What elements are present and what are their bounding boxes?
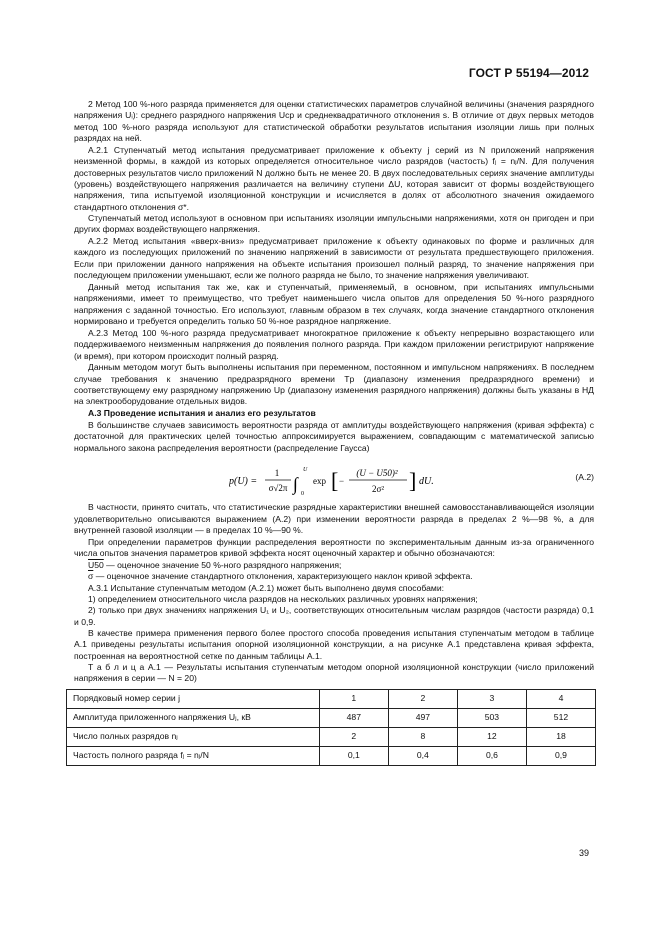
- legend-u50: [74, 560, 594, 571]
- section-heading-a3: А.3 Проведение испытания и анализ его результатов: [88, 408, 316, 419]
- formula-coef-num: 1: [274, 468, 280, 479]
- table-cell: 2: [319, 727, 388, 746]
- table-cell: 0,9: [526, 746, 595, 765]
- formula-lower-limit: 0: [301, 491, 304, 498]
- formula-frac-num: (U − U50)²: [356, 468, 398, 479]
- paragraph-method-100: 2 Метод 100 %-ного разряда применяется для оценки статистических параметров случайной величины (значения разрядного напряжения Uᵢ): среднего разрядного напряжения Uср и среднеквадратичного отклонения s. В отличие от двух первых методов метод 100 %-ного разряда используют для статистической обработки результатов испытания изоляции лишь при полных разрядах на ней.: [74, 99, 594, 144]
- gauss-formula: [229, 462, 489, 502]
- document-header: ГОСТ Р 55194—2012: [468, 66, 589, 80]
- bracket-right-icon: ]: [409, 468, 417, 494]
- formula-minus: −: [339, 476, 345, 487]
- paragraph-method-voltages: Данным методом могут быть выполнены испытания при переменном, постоянном и импульсном напряжениях. В последнем случае требования к значению предразрядного времени Tр (диапазону изменения предразрядного времени) и соответствующему ему разрядному напряжению Uр (диапазону изменения разрядного напряжения) должны быть указаны в НД на электрооборудование отдельных видов.: [74, 362, 594, 407]
- formula-a2: [74, 456, 594, 498]
- formula-number: (А.2): [575, 472, 594, 483]
- paragraph-stepwise-usage: Ступенчатый метод используют в основном при испытаниях изоляции импульсными напряжениями, хотя он пригоден и при других формах воздействующего напряжения.: [74, 212, 594, 235]
- integral-sign-icon: ∫: [293, 474, 298, 495]
- paragraph-updown-advantage: Данный метод испытания так же, как и ступенчатый, применяемый, в основном, при испытаниях импульсными напряжениями, имеет то преимущество, что требует наименьшего числа опытов для определения 50 %-ного разрядного напряжения с заданной точностью. Его используют, главным образом в тех случаях, когда значение стандартного отклонения нормировано и требуется определить только 50 %-ное разрядное напряжение.: [74, 282, 594, 327]
- table-cell: 4: [526, 689, 595, 708]
- results-table: [66, 689, 596, 766]
- table-cell: 3: [457, 689, 526, 708]
- table-row: [67, 746, 596, 765]
- document-body: [74, 99, 594, 766]
- table-row-label: Частость полного разряда fⱼ = nⱼ/N: [67, 746, 320, 765]
- legend-sigma: [74, 571, 594, 582]
- table-cell: 0,6: [457, 746, 526, 765]
- paragraph-parameters: При определении параметров функции распределения вероятности по экспериментальным данным из-за ограниченного числа опытов значения параметров кривой эффекта носят оценочный характер и обычно обозначаются:: [74, 536, 594, 559]
- table-caption-text: А.1 — Результаты испытания ступенчатым методом опорной изоляционной конструкции (число приложений напряжения в серии — N = 20): [74, 661, 594, 684]
- paragraph-example: В качестве примера применения первого более простого способа проведения испытания ступенчатым методом в таблице А.1 приведены результаты испытания опорной изоляционной конструкции, а на рисунке А.1 представлена кривая эффекта, построенная на вероятностной сетке по данным таблицы А.1.: [74, 627, 594, 661]
- table-row-label: Амплитуда приложенного напряжения Uⱼ, кВ: [67, 708, 320, 727]
- table-cell: 1: [319, 689, 388, 708]
- table-cell: 8: [388, 727, 457, 746]
- legend-sigma-symbol: $\overline{\sigma}$: [88, 571, 94, 582]
- table-caption-prefix: Т а б л и ц а: [88, 661, 145, 672]
- table-cell: 0,1: [319, 746, 388, 765]
- paragraph-method-option-1: 1) определением относительного числа разрядов на нескольких различных уровнях напряжения;: [88, 593, 478, 604]
- paragraph-a3-intro: В большинстве случаев зависимость вероятности разряда от амплитуды воздействующего напряжения (кривая эффекта) с достаточной для практических целей точностью аппроксимируется выражением, совпадающим с математической записью нормального закона распределения вероятности (распределение Гаусса): [74, 420, 594, 453]
- table-cell: 12: [457, 727, 526, 746]
- paragraph-a21: А.2.1 Ступенчатый метод испытания предусматривает приложение к объекту j серий из N приложений напряжения неизменной формы, в каждой из которых определяется относительное число разрядов (частость) fⱼ = nⱼ/N. Для получения достоверных результатов число приложений N должно быть не менее 20. В двух последовательных сериях значение амплитуды (уровень) воздействующего напряжения различается на величину ступени ΔU, которая зависит от формы воздействующего напряжения, типа испытуемой изоляционной конструкции и исчисляется в долях от абсолютного значения ожидаемого стандартного отклонения σ*.: [74, 144, 594, 212]
- table-cell: 497: [388, 708, 457, 727]
- table-row: [67, 689, 596, 708]
- legend-u50-symbol: U50: [88, 559, 104, 570]
- legend-u50-text: — оценочное значение 50 %-ного разрядного напряжения;: [103, 559, 342, 570]
- paragraph-applicability: В частности, принято считать, что статистические разрядные характеристики внешней самовосстанавливающейся изоляции удовлетворительно описываются выражением (А.2) при изменении вероятности разряда в пределах 2 %—98 %, а для внутренней газовой изоляции — в пределах 10 %—90 %.: [74, 502, 594, 535]
- formula-lhs: p(U) =: [229, 476, 258, 488]
- table-cell: 18: [526, 727, 595, 746]
- formula-du: dU.: [419, 476, 434, 488]
- formula-coef-den: σ√2π: [268, 483, 288, 494]
- table-cell: 487: [319, 708, 388, 727]
- table-row-label: Порядковый номер серии j: [67, 689, 320, 708]
- page-number: 39: [578, 848, 589, 858]
- bracket-left-icon: [: [331, 468, 339, 494]
- formula-upper-limit: U: [303, 467, 308, 474]
- table-cell: 0,4: [388, 746, 457, 765]
- paragraph-a23: А.2.3 Метод 100 %-ного разряда предусматривает многократное приложение к объекту непрерывно возрастающего или поддерживаемого неизменным напряжения до появления полного разряда. При каждом приложении регистрируют напряжение (и время), при котором происходит полный разряд.: [74, 327, 594, 361]
- table-cell: 503: [457, 708, 526, 727]
- table-cell: 2: [388, 689, 457, 708]
- table-cell: 512: [526, 708, 595, 727]
- table-row: [67, 727, 596, 746]
- paragraph-a31: А.3.1 Испытание ступенчатым методом (А.2.1) может быть выполнено двумя способами:: [88, 582, 445, 593]
- table-caption: [74, 662, 594, 685]
- table-row-label: Число полных разрядов nⱼ: [67, 727, 320, 746]
- legend-sigma-text: — оценочное значение стандартного отклонения, характеризующего наклон кривой эффекта.: [93, 571, 473, 582]
- table-row: [67, 708, 596, 727]
- formula-frac-den: 2σ²: [371, 484, 385, 495]
- paragraph-method-option-2: 2) только при двух значениях напряжения U₁ и U₂, соответствующих относительным числам разрядов (частости разряда) 0,1 и 0,9.: [74, 605, 594, 627]
- paragraph-a22: А.2.2 Метод испытания «вверх-вниз» предусматривает приложение к объекту одинаковых по форме и различных для каждого из последующих приложений по значению напряжений в зависимости от результата предшествующего приложения. Если при приложении данного напряжения на объекте испытания произошел полный разряд, то значение напряжения при последующем приложении уменьшают, если же полного разряда не было, то значение напряжения увеличивают.: [74, 236, 594, 281]
- formula-exp: exp: [313, 476, 326, 487]
